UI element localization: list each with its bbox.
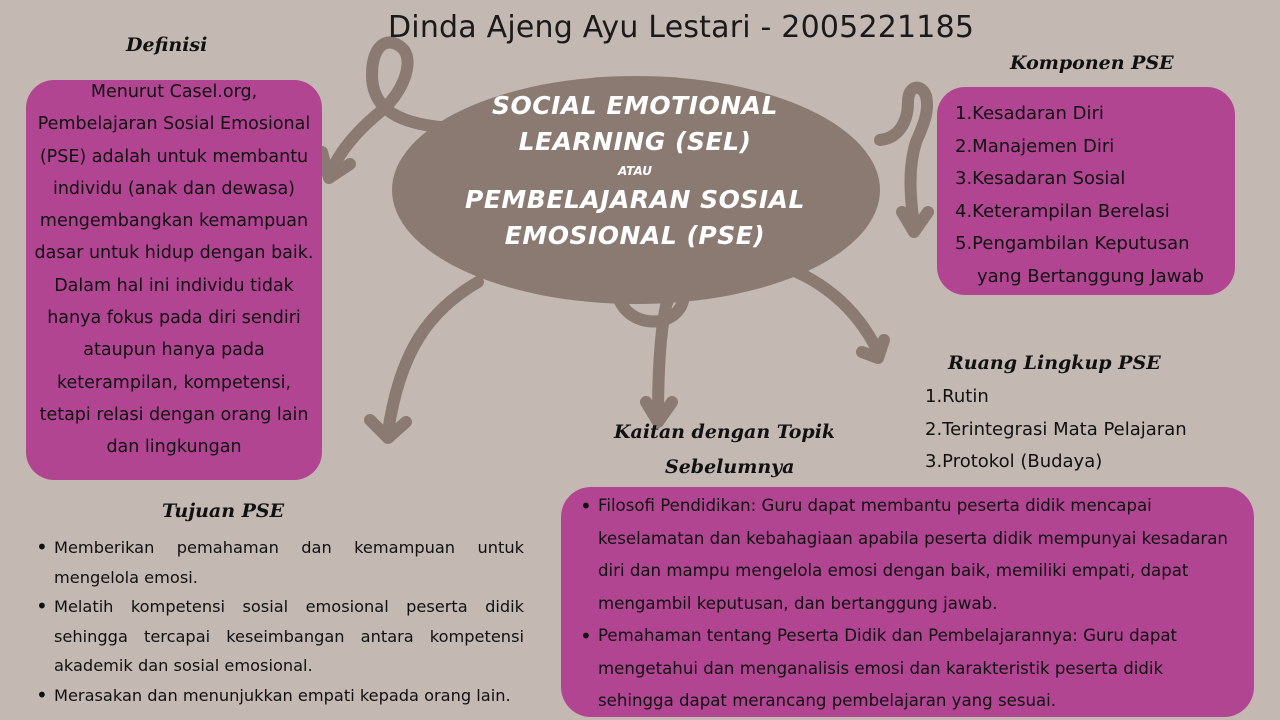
central-line-4: PEMBELAJARAN SOSIAL [465, 185, 805, 214]
komponen-heading: Komponen PSE [1010, 52, 1174, 74]
definisi-line: mengembangkan kemampuan [39, 211, 309, 232]
arrow-to-komponen [880, 88, 927, 226]
kaitan-heading-1: Kaitan dengan Topik [614, 421, 836, 443]
definisi-line: Dalam hal ini individu tidak [54, 275, 294, 296]
definisi-line: Menurut Casel.org, [90, 82, 258, 102]
tujuan-item: • Memberikan pemahaman dan kemampuan untuk mengelola emosi. [36, 533, 524, 592]
arrow-to-tujuan [388, 282, 478, 432]
kaitan-heading-2: Sebelumnya [665, 456, 795, 478]
komponen-item: 2.Manajemen Diri [955, 135, 1115, 157]
ruang-heading: Ruang Lingkup PSE [948, 352, 1161, 374]
definisi-line: dan lingkungan [106, 437, 242, 458]
ruang-item: 3.Protokol (Budaya) [925, 451, 1103, 472]
ruang-item: 1.Rutin [925, 386, 989, 407]
komponen-item: 3.Kesadaran Sosial [955, 168, 1126, 189]
central-line-2: LEARNING (SEL) [518, 127, 752, 156]
ruang-list [925, 381, 1245, 479]
tujuan-heading: Tujuan PSE [162, 500, 285, 522]
komponen-item: 1.Kesadaran Diri [955, 103, 1104, 124]
kaitan-list [580, 490, 1238, 718]
definisi-line: dasar untuk hidup dengan baik. [34, 243, 314, 264]
definisi-heading: Definisi [126, 34, 208, 56]
central-line-5: EMOSIONAL (PSE) [504, 221, 766, 250]
ruang-item: 2.Terintegrasi Mata Pelajaran [925, 418, 1187, 440]
central-line-1: SOCIAL EMOTIONAL [492, 91, 778, 120]
tujuan-list [36, 533, 524, 710]
definisi-line: hanya fokus pada diri sendiri [47, 308, 301, 329]
author-title: Dinda Ajeng Ayu Lestari - 2005221185 [388, 10, 975, 45]
tujuan-item: • Melatih kompetensi sosial emosional peserta didik sehingga tercapai keseimbangan antara kompetensi akademik dan sosial emosional. [36, 592, 524, 681]
definisi-line: Pembelajaran Sosial Emosional [37, 114, 311, 135]
definisi-line: (PSE) adalah untuk membantu [39, 146, 309, 167]
komponen-item: yang Bertanggung Jawab [977, 265, 1204, 287]
definisi-line: tetapi relasi dengan orang lain [39, 404, 309, 425]
kaitan-item: • Pemahaman tentang Peserta Didik dan Pembelajarannya: Guru dapat mengetahui dan menganalisis emosi dan karakteristik peserta didik sehingga dapat merancang pembelajaran yang sesuai. [580, 620, 1238, 718]
definisi-line: individu (anak dan dewasa) [52, 178, 296, 199]
definisi-line: ataupun hanya pada [83, 340, 265, 361]
komponen-item: 5.Pengambilan Keputusan [955, 233, 1190, 254]
kaitan-item: • Filosofi Pendidikan: Guru dapat membantu peserta didik mencapai keselamatan dan kebahagiaan apabila peserta didik mempunyai kesadaran diri dan mampu mengelola emosi dengan baik, memiliki empati, dapat mengambil keputusan, dan bertanggung jawab. [580, 490, 1238, 620]
central-topic [395, 88, 875, 254]
komponen-list [955, 98, 1235, 293]
definisi-text [26, 76, 322, 464]
komponen-item: 4.Keterampilan Berelasi [955, 200, 1170, 222]
tujuan-item: • Merasakan dan menunjukkan empati kepada orang lain. [36, 681, 524, 711]
definisi-line: keterampilan, kompetensi, [56, 372, 292, 393]
central-line-3: ATAU [618, 164, 652, 178]
